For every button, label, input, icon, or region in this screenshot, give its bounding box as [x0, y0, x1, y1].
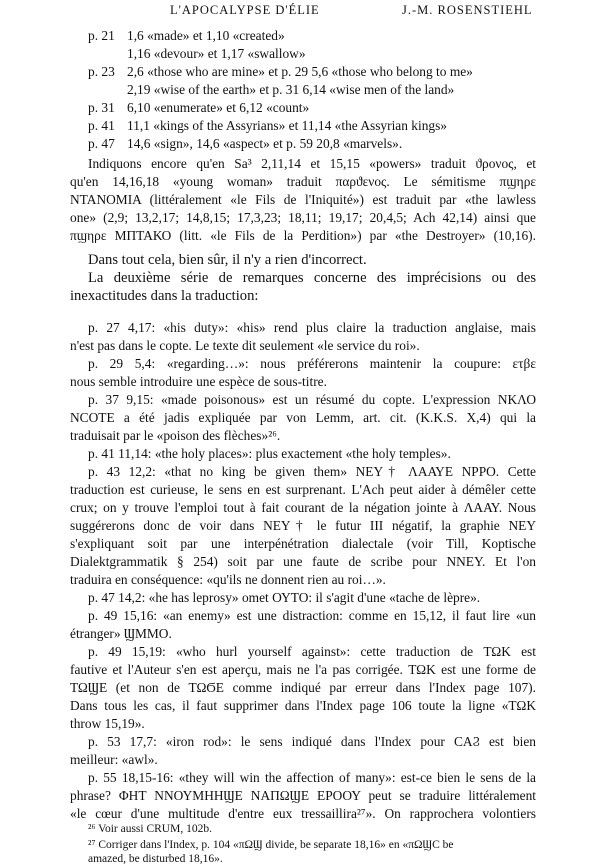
text-line: p. 37 9,15: «made poisonous» est un résumé du copte. L'expression ΝΚΛΟ: [88, 392, 536, 407]
text-line: p. 49 15,16: «an enemy» est une distraction: comme en 15,12, il faut lire «un: [88, 608, 536, 623]
text-line: ΝΤΑΝΟΜΙΑ (littéralement «le Fils de l'Iniquité») est traduit par «the lawless: [70, 192, 536, 207]
text-line: nous semble introduire une espèce de sous-titre.: [70, 374, 327, 389]
text-line: ΤΩϢΕ (et non de ΤΩϬΕ comme indiqué par erreur dans l'Index page 107).: [70, 680, 536, 695]
text-line: étranger» ϢΜΜΟ.: [70, 626, 172, 641]
text-line: meilleur: «awl».: [70, 752, 158, 767]
text-line: one» (2,9; 13,2,17; 14,8,15; 17,3,23; 18,11; 19,17; 20,4,5; Ach 42,14) ainsi que: [70, 210, 536, 225]
text-line: s'expliquant soit par une interpénétration dialectale (voir Till, Koptische: [70, 536, 536, 551]
footnote: ²⁶ Voir aussi CRUM, 102b.: [88, 823, 212, 835]
text-line: La deuxième série de remarques concerne des imprécisions ou des: [88, 270, 536, 286]
list-page-ref: p. 23: [88, 64, 115, 79]
list-item: 11,1 «kings of the Assyrians» et 11,14 «the Assyrian kings»: [127, 118, 447, 133]
text-line: p. 49 15,19: «who hurl yourself against»: cette traduction de ΤΩΚ est: [88, 644, 536, 659]
list-page-ref: p. 41: [88, 118, 115, 133]
text-line: inexactitudes dans la traduction:: [70, 288, 259, 304]
text-line: p. 53 17,7: «iron rod»: le sens indiqué dans l'Index pour CΑϨ est bien: [88, 734, 536, 749]
text-line: traduisait par le «poison des flèches»²⁶.: [70, 428, 281, 443]
text-line: p. 47 14,2: «he has leprosy» omet ΟΥΤΟ: il s'agit d'une «tache de lèpre».: [88, 590, 481, 605]
text-line: p. 29 5,4: «regarding…»: nous préférerons maintenir la coupure: ετβε: [88, 356, 536, 371]
text-line: πϣηρε ΜΠΤΑΚΟ (litt. «le Fils de la Perdition») par «the Destroyer» (10,16).: [70, 228, 536, 243]
list-item: 1,16 «devour» et 1,17 «swallow»: [127, 46, 306, 61]
list-page-ref: p. 21: [88, 28, 115, 43]
text-line: qu'en 14,16,18 «young woman» traduit παρϑενος. Le sémitisme πϣηρε: [70, 174, 536, 189]
text-line: p. 41 11,14: «the holy places»: plus exactement «the holy temples».: [88, 446, 451, 461]
list-item: 2,19 «wise of the earth» et p. 31 6,14 «wise men of the land»: [127, 82, 455, 97]
text-line: Dialektgrammatik § 254) soit par une faute de scribe pour ΝΝΕΥ. Et l'on: [70, 554, 536, 569]
list-item: 1,6 «made» et 1,10 «created»: [127, 28, 285, 43]
text-line: Dans tout cela, bien sûr, il n'y a rien d'incorrect.: [88, 252, 367, 268]
text-line: «le cœur d'une multitude d'entre eux tressaillira²⁷». On rapprochera volontiers: [70, 806, 536, 821]
text-line: crux; on y trouve l'emploi tout à fait courant de la négation jointe à ΛΑΑΥ. Nous: [70, 500, 536, 515]
text-line: p. 43 12,2: «that no king be given them» ΝΕΥ† ΛΑΑΥΕ ΝΡΡΟ. Cette: [88, 464, 536, 479]
text-line: suggérerons donc de voir dans ΝΕΥ† le futur III négatif, la graphie ΝΕΥ: [70, 518, 536, 533]
text-line: p. 55 18,15-16: «they will win the affection of many»: est-ce bien le sens de la: [88, 770, 536, 785]
text-line: throw 15,19».: [70, 716, 145, 731]
text-line: n'est pas dans le copte. Le texte dit seulement «le service du roi».: [70, 338, 420, 353]
list-page-ref: p. 31: [88, 100, 115, 115]
text-line: Indiquons encore qu'en Sa³ 2,11,14 et 15,15 «powers» traduit ϑρονος, et: [88, 156, 536, 171]
text-line: phrase? ΦΗΤ ΝΝΟΥΜΗΗϢΕ ΝΑΠΩϢΕ ΕΡΟΟΥ peut se traduire littéralement: [70, 788, 536, 803]
list-item: 14,6 «sign», 14,6 «aspect» et p. 59 20,8 «marvels».: [127, 136, 403, 151]
list-item: 6,10 «enumerate» et 6,12 «count»: [127, 100, 310, 115]
text-line: traduction est curieuse, le sens en est surprenant. L'Ach peut aider à démêler cette: [70, 482, 536, 497]
text-line: fautive et l'Auteur s'en est aperçu, mais ne l'a pas corrigée. ΤΩΚ est une forme de: [70, 662, 536, 677]
list-page-ref: p. 47: [88, 136, 115, 151]
text-line: traduira en conséquence: «qu'ils ne donnent rien au roi…».: [70, 572, 386, 587]
footnote: ²⁷ Corriger dans l'Index, p. 104 «πΩϢ divide, be separate 18,16» en «πΩϢϹ be: [88, 839, 454, 851]
text-line: ΝCΟΤΕ a été jadis expliquée par von Lemm, art. cit. (K.K.S. X,4) qui la: [70, 410, 536, 425]
footnote: amazed, be disturbed 18,16».: [88, 853, 223, 865]
text-line: p. 27 4,17: «his duty»: «his» rend plus claire la traduction anglaise, mais: [88, 320, 536, 335]
list-item: 2,6 «those who are mine» et p. 29 5,6 «those who belong to me»: [127, 64, 473, 79]
header-title: L'APOCALYPSE D'ÉLIE: [170, 3, 320, 17]
text-line: Dans tous les cas, il faut supprimer dans l'Index page 106 toute la ligne «ΤΩΚ: [70, 698, 536, 713]
header-author: J.-M. ROSENSTIEHL: [402, 3, 533, 17]
